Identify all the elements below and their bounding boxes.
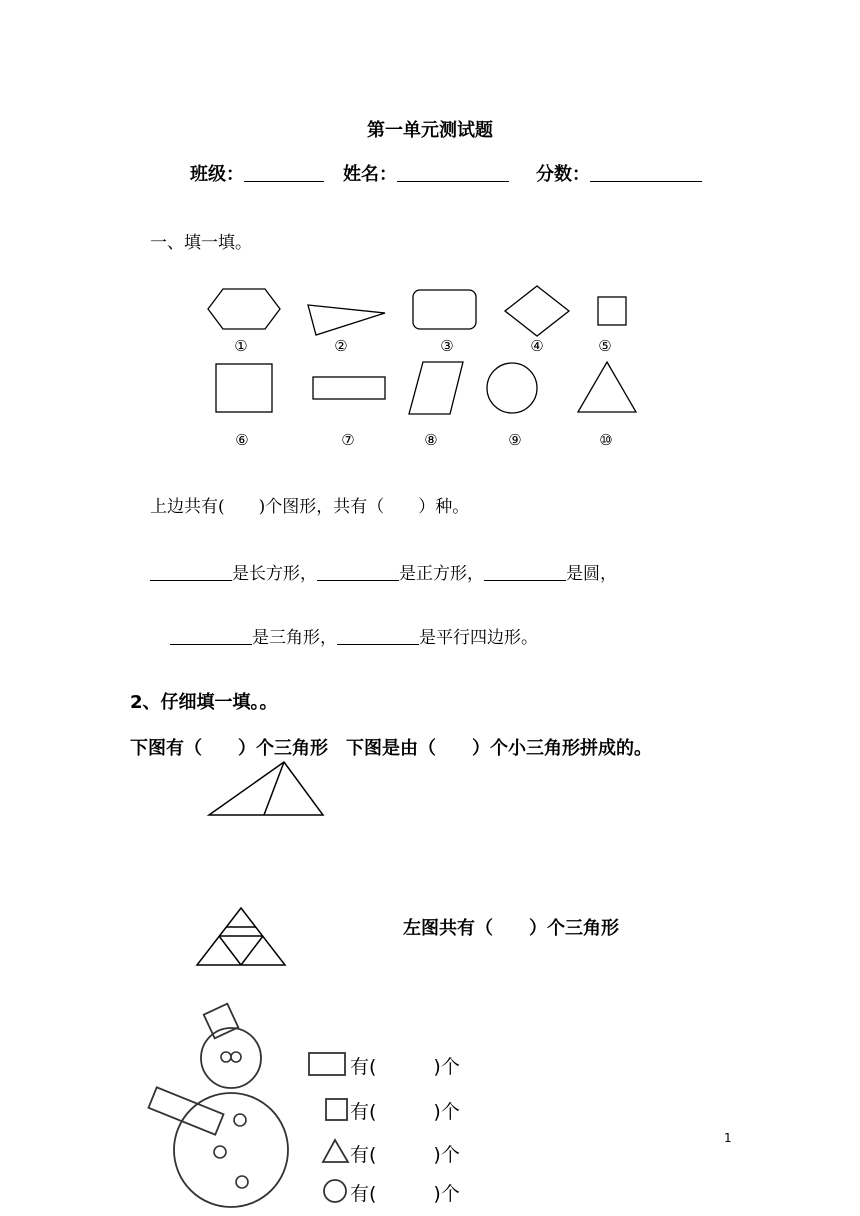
shape-number-2: ② — [334, 337, 348, 355]
rhombus-shape — [502, 283, 572, 339]
answer-blank-parallelogram[interactable] — [337, 626, 419, 645]
hexagon-shape — [205, 286, 283, 332]
label-rectangle: 是长方形， — [232, 564, 317, 584]
score-field — [536, 160, 702, 186]
name-field — [343, 160, 509, 186]
name-label: 姓名： — [343, 164, 397, 185]
page-number: 1 — [724, 1131, 732, 1145]
square-count-label: 有( )个 — [350, 1101, 460, 1123]
section1-heading: 一、填一填。 — [150, 233, 252, 253]
shape-number-6: ⑥ — [235, 431, 249, 449]
label-square: 是正方形， — [399, 564, 484, 584]
section2-question-line: 下图有（ ）个三角形 下图是由（ ）个小三角形拼成的。 — [130, 738, 652, 759]
rectangle-legend-icon — [307, 1050, 349, 1078]
score-label: 分数： — [536, 164, 590, 185]
small-square-shape — [595, 294, 629, 328]
shape-number-4: ④ — [530, 337, 544, 355]
class-blank[interactable] — [244, 163, 324, 182]
name-blank[interactable] — [397, 163, 509, 182]
shape-number-1: ① — [234, 337, 248, 355]
answer-blank-circle[interactable] — [484, 562, 566, 581]
snowman-figure — [140, 1000, 300, 1216]
class-field — [190, 160, 324, 186]
triangle-shape — [575, 359, 639, 415]
square-legend-icon — [324, 1097, 350, 1123]
shape-number-5: ⑤ — [598, 337, 612, 355]
triangle-legend-icon — [321, 1137, 351, 1165]
long-rectangle-shape — [310, 374, 388, 402]
question-rect-square-circle — [150, 559, 617, 584]
class-label: 班级： — [190, 164, 244, 185]
label-circle: 是圆， — [566, 564, 617, 584]
triangle-count-label: 有( )个 — [350, 1144, 460, 1166]
parallelogram-shape — [406, 359, 466, 417]
answer-blank-triangle[interactable] — [170, 626, 252, 645]
question-triangle-parallelogram — [170, 623, 538, 648]
circle-legend-icon — [322, 1177, 350, 1205]
acute-triangle-shape — [305, 302, 389, 338]
answer-blank-square[interactable] — [317, 562, 399, 581]
shape-number-9: ⑨ — [508, 431, 522, 449]
triangle-count-question: 左图共有（ ）个三角形 — [403, 918, 619, 939]
answer-blank-rectangle[interactable] — [150, 562, 232, 581]
large-square-shape — [213, 361, 275, 415]
rounded-rectangle-shape — [410, 287, 480, 332]
label-parallelogram: 是平行四边形。 — [419, 628, 538, 648]
shape-number-7: ⑦ — [341, 431, 355, 449]
shape-number-3: ③ — [440, 337, 454, 355]
shape-number-10: ⑩ — [599, 431, 613, 449]
rectangle-count-label: 有( )个 — [350, 1056, 460, 1078]
label-triangle: 是三角形， — [252, 628, 337, 648]
circle-shape — [484, 360, 540, 416]
circle-count-label: 有( )个 — [350, 1183, 460, 1205]
section2-heading: 2、仔细填一填。。 — [130, 692, 278, 713]
nested-triangles-figure — [193, 904, 289, 970]
page-title: 第一单元测试题 — [367, 120, 493, 141]
score-blank[interactable] — [590, 163, 702, 182]
split-triangle-figure — [205, 758, 329, 820]
question-shape-count: 上边共有( )个图形，共有（ ）种。 — [150, 497, 470, 517]
shape-number-8: ⑧ — [424, 431, 438, 449]
